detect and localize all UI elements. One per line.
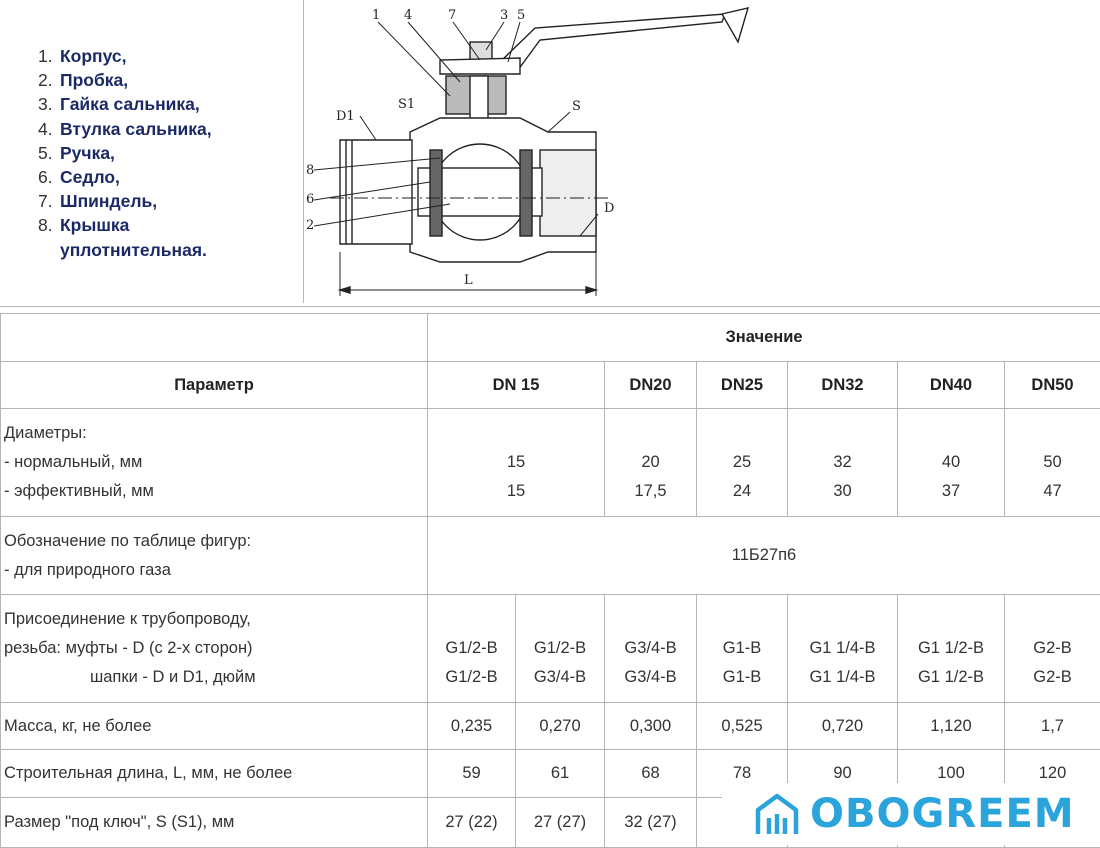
table-cell: 0,300 [605,703,697,750]
table-cell: 0,235 [428,703,516,750]
label-7: 7 [448,8,456,23]
table-cell: G2-B G2-B [1005,595,1100,703]
label-3: 3 [500,8,508,23]
legend-item: 3. Гайка сальника, [38,92,212,116]
logo-text: OBOGREEM [810,791,1075,837]
table-cell: 1,7 [1005,703,1100,750]
label-d: D [604,201,614,216]
label-2: 2 [306,218,314,233]
house-icon [754,792,800,836]
table-cell: G1 1/4-B G1 1/4-B [788,595,898,703]
table-cell: G1/2-B G3/4-B [516,595,605,703]
table-cell: 27 (27) [516,798,605,848]
header-row-dn [1,362,1100,409]
row-label: Диаметры: - нормальный, мм - эффективный, мм [1,409,428,517]
row-mass [1,703,1100,750]
param-header: Параметр [1,362,428,409]
left-thread [340,140,412,244]
row-diameters [1,409,1100,517]
spec-table [0,313,1100,848]
table-cell: 50 47 [1005,409,1100,517]
label-8: 8 [306,163,314,178]
table-cell: 78 [697,750,788,798]
row-label: Строительная длина, L, мм, не более [1,750,428,798]
table-cell: 20 17,5 [605,409,697,517]
table-cell: 0,270 [516,703,605,750]
row-connection [1,595,1100,703]
table-cell: 90 [788,750,898,798]
table-cell: G3/4-B G3/4-B [605,595,697,703]
legend-item: 6. Седло, [38,165,212,189]
table-cell: 32 30 [788,409,898,517]
row-label: Масса, кг, не более [1,703,428,750]
table-cell: 25 24 [697,409,788,517]
legend-item: уплотнительная. [38,238,212,262]
legend-item: 5. Ручка, [38,141,212,165]
table-cell: 59 [428,750,516,798]
dn-header: DN50 [1005,362,1100,409]
watermark-logo [722,783,1100,845]
row-label: Обозначение по таблице фигур: - для природного газа [1,517,428,595]
section-divider [0,306,1100,307]
seat-right [520,150,532,236]
header-empty-cell [1,314,428,362]
table-cell: 100 [898,750,1005,798]
handle-lever [500,14,725,70]
figure-value: 11Б27п6 [428,517,1100,595]
dn-header: DN25 [697,362,788,409]
label-1: 1 [372,8,380,23]
label-4: 4 [404,8,412,23]
header-row-value [1,314,1100,362]
valve-drawing [304,0,1100,303]
table-cell: 0,525 [697,703,788,750]
table-cell: 1,120 [898,703,1005,750]
dn-header: DN20 [605,362,697,409]
table-cell: 0,720 [788,703,898,750]
legend-item: 8. Крышка [38,213,212,237]
dn-header: DN 15 [428,362,605,409]
label-s: S [572,99,581,114]
table-cell: 61 [516,750,605,798]
table-cell: 68 [605,750,697,798]
legend-item: 1. Корпус, [38,44,212,68]
seat-left [430,150,442,236]
table-cell: G1 1/2-B G1 1/2-B [898,595,1005,703]
legend-item: 7. Шпиндель, [38,189,212,213]
row-label: Присоединение к трубопроводу, резьба: муфты - D (с 2-х сторон) шапки - D и D1, дюйм [1,595,428,703]
legend-item: 4. Втулка сальника, [38,117,212,141]
row-figure [1,517,1100,595]
table-cell: G1-B G1-B [697,595,788,703]
row-label: Размер "под ключ", S (S1), мм [1,798,428,848]
label-d1: D1 [336,109,355,124]
table-cell: 40 37 [898,409,1005,517]
label-s1: S1 [398,97,415,112]
value-header: Значение [428,314,1100,362]
table-cell: 120 [1005,750,1100,798]
label-6: 6 [306,192,314,207]
table-cell: 32 (27) [605,798,697,848]
parts-legend [38,44,212,262]
table-cell: G1/2-B G1/2-B [428,595,516,703]
header-section [0,0,1100,305]
handle-tip [722,8,748,42]
right-socket [540,150,596,236]
dn-header: DN40 [898,362,1005,409]
dn-header: DN32 [788,362,898,409]
table-cell: 27 (22) [428,798,516,848]
table-cell: 15 15 [428,409,605,517]
label-5: 5 [517,8,525,23]
legend-item: 2. Пробка, [38,68,212,92]
label-l: L [464,273,473,288]
